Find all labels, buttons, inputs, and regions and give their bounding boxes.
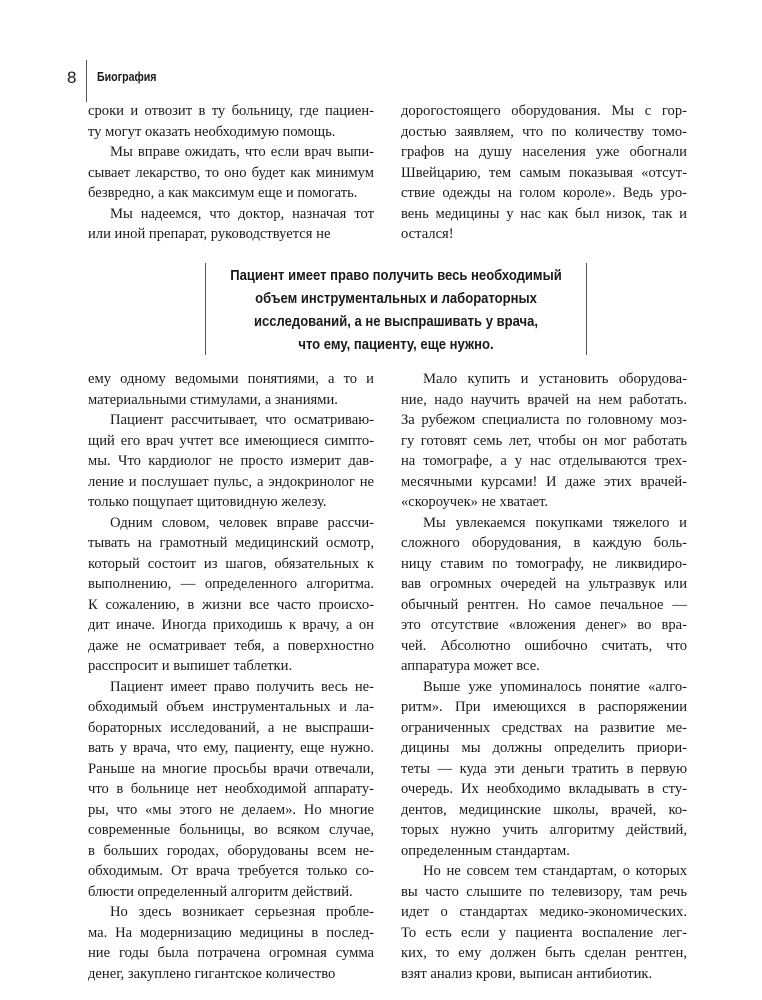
text-line: только пощупает щитовидную железу. xyxy=(88,494,327,510)
paragraph xyxy=(401,369,687,513)
text-line: взят анализ крови, выписан антибиотик. xyxy=(401,965,653,982)
pull-quote-line: исследований, а не выспрашивать у врача, xyxy=(254,314,538,330)
text-line: который состоит из шагов, обязательных к xyxy=(88,555,374,572)
text-line: блюсти определенный алгоритм действий. xyxy=(88,883,353,900)
text-line: чей. Абсолютно ошибочно считать, что xyxy=(401,637,687,654)
paragraph xyxy=(88,101,374,142)
text-line: сроки и отвозит в ту больницу, где пациен- xyxy=(88,103,374,119)
text-line: или иной препарат, руководствуется не xyxy=(88,226,331,242)
text-line: Но не совсем тем стандартам, о которых xyxy=(423,863,687,879)
bottom-right-column xyxy=(401,369,687,984)
text-line: на томографе, а у нас отделываются трех- xyxy=(401,453,687,469)
section-title: Биография xyxy=(97,70,157,84)
text-line: Мы надеемся, что доктор, назначая тот xyxy=(110,205,374,222)
text-line: торых нужно учить алгоритму действий, xyxy=(401,822,687,838)
paragraph xyxy=(401,101,687,245)
pull-quote-line: объем инструментальных и лабораторных xyxy=(255,291,537,307)
text-line: Пациент имеет право получить весь не- xyxy=(110,678,374,695)
text-line: дицины мы должны определить приори- xyxy=(401,740,687,756)
paragraph xyxy=(88,142,374,204)
text-line: выполнению, — определенного алгоритма. xyxy=(88,576,374,592)
paragraph xyxy=(401,861,687,984)
page-number: 8 xyxy=(67,68,77,87)
text-line: вав огромных очередей на ультразвук или xyxy=(401,576,687,592)
text-line: ление и послушает пульс, а эндокринолог не xyxy=(88,473,374,490)
text-line: Швейцарию, тем самым показывая «отсут- xyxy=(401,164,687,181)
text-line: ограниченных средствах на развитие ме- xyxy=(401,719,687,736)
text-line: идет о стандартах медико-экономических. xyxy=(401,904,687,920)
text-line: сложного оборудования, в каждую боль- xyxy=(401,535,687,551)
text-line: дентов, медицинские школы, врачей, ко- xyxy=(401,801,687,818)
text-line: бораторных исследований, а не выспраши- xyxy=(88,719,374,736)
text-line: определенным стандартам. xyxy=(401,842,570,859)
text-line: сывает лекарство, то оно будет как минимум xyxy=(88,164,374,181)
text-line: дорогостоящего оборудования. Мы с гор- xyxy=(401,103,687,119)
text-line: теты — куда эти деньги тратить в первую xyxy=(401,760,687,777)
top-left-column xyxy=(88,101,374,245)
text-line: ние, надо научить врачей на нем работать. xyxy=(401,391,687,408)
text-line: вать у врача, что ему, пациенту, еще нужно. xyxy=(88,740,374,756)
text-line: ту могут оказать необходимую помощь. xyxy=(88,123,336,140)
text-line: Мы увлекаемся покупками тяжелого и xyxy=(423,514,687,531)
paragraph xyxy=(401,677,687,862)
text-line: Одним словом, человек вправе рассчи- xyxy=(110,514,374,531)
paragraph xyxy=(88,369,374,410)
text-line: мы. Что кардиолог не просто измерит дав- xyxy=(88,453,374,469)
text-line: очередь. Их необходимо вкладывать в сту- xyxy=(401,781,687,797)
text-line: обходимый объем инструментальных и ла- xyxy=(88,699,374,715)
paragraph xyxy=(88,204,374,245)
text-line: ры, что «мы этого не делаем». Но многие xyxy=(88,801,374,818)
top-right-column xyxy=(401,101,687,245)
paragraph xyxy=(88,902,374,984)
text-line: За рубежом специалиста по головному моз- xyxy=(401,412,687,428)
text-line: ритм». При имеющихся в распоряжении xyxy=(401,699,687,715)
text-line: щий его врач учтет все имеющиеся симпто- xyxy=(88,432,374,449)
text-line: Мало купить и установить оборудова- xyxy=(423,371,687,387)
text-line: вень медицины у нас как был низок, так и xyxy=(401,205,687,222)
paragraph xyxy=(88,677,374,903)
text-line: «скороучек» не хватает. xyxy=(401,494,549,510)
text-line: ма. На модернизацию медицины в послед- xyxy=(88,924,374,941)
text-line: гу готовят семь лет, чтобы он мог работать xyxy=(401,432,687,449)
text-line: Но здесь возникает серьезная пробле- xyxy=(110,904,374,920)
text-line: что в больнице нет необходимой аппарату- xyxy=(88,781,374,797)
text-line: обходимым. От врача требуется только со- xyxy=(88,863,374,879)
text-line: это отсутствие «вложения денег» во вра- xyxy=(401,617,687,633)
text-line: Раньше на многие просьбы врачи отвечали, xyxy=(88,760,374,777)
header-divider xyxy=(86,60,87,102)
text-line: достью заявляем, что по количеству томо- xyxy=(401,123,687,140)
text-line: Пациент рассчитывает, что осматриваю- xyxy=(110,412,374,428)
text-line: ких, то ему должен быть сделан рентген, xyxy=(401,945,687,961)
text-line: тывать на грамотный медицинский осмотр, xyxy=(88,535,374,551)
text-line: материальными стимулами, а знаниями. xyxy=(88,391,338,408)
text-line: остался! xyxy=(401,226,454,242)
text-line: месячными курсами! И даже этих врачей- xyxy=(401,473,687,490)
pull-quote xyxy=(205,263,587,355)
text-line: ницу ставим по томографу, не ликвидиро- xyxy=(401,555,687,572)
bottom-left-column xyxy=(88,369,374,984)
text-line: То есть если у пациента воспаление лег- xyxy=(401,924,687,941)
text-line: ему одному ведомыми понятиями, а то и xyxy=(88,371,374,387)
text-line: аппаратура может все. xyxy=(401,658,540,674)
text-line: Мы вправе ожидать, что если врач выпи- xyxy=(110,144,374,160)
text-line: Выше уже упоминалось понятие «алго- xyxy=(423,678,687,695)
paragraph xyxy=(88,410,374,513)
pull-quote-line: что ему, пациенту, еще нужно. xyxy=(298,337,494,353)
text-line: расспросит и выпишет таблетки. xyxy=(88,658,293,674)
text-line: ствие одежды на голом короле». Ведь уро- xyxy=(401,185,687,201)
text-line: денег, закуплено гигантское количество xyxy=(88,965,336,982)
text-line: дит иначе. Иногда приходишь к врачу, а он xyxy=(88,617,374,633)
text-line: графов на душу населения уже обогнали xyxy=(401,144,687,160)
pull-quote-line: Пациент имеет право получить весь необходимый xyxy=(230,268,562,284)
text-line: вы часто слышите по телевизору, там речь xyxy=(401,883,687,900)
text-line: обычный рентген. Но самое печальное — xyxy=(401,596,687,613)
text-line: в больших городах, оборудованы всем не- xyxy=(88,842,374,859)
text-line: даже не осматривает тебя, а поверхностно xyxy=(88,637,374,654)
paragraph xyxy=(88,513,374,677)
text-line: К сожалению, в жизни все часто происхо- xyxy=(88,596,374,613)
text-line: ние годы была потрачена огромная сумма xyxy=(88,945,374,961)
paragraph xyxy=(401,513,687,677)
text-line: безвредно, а как максимум еще и помогать. xyxy=(88,185,358,201)
text-line: современные больницы, во всяком случае, xyxy=(88,822,374,838)
